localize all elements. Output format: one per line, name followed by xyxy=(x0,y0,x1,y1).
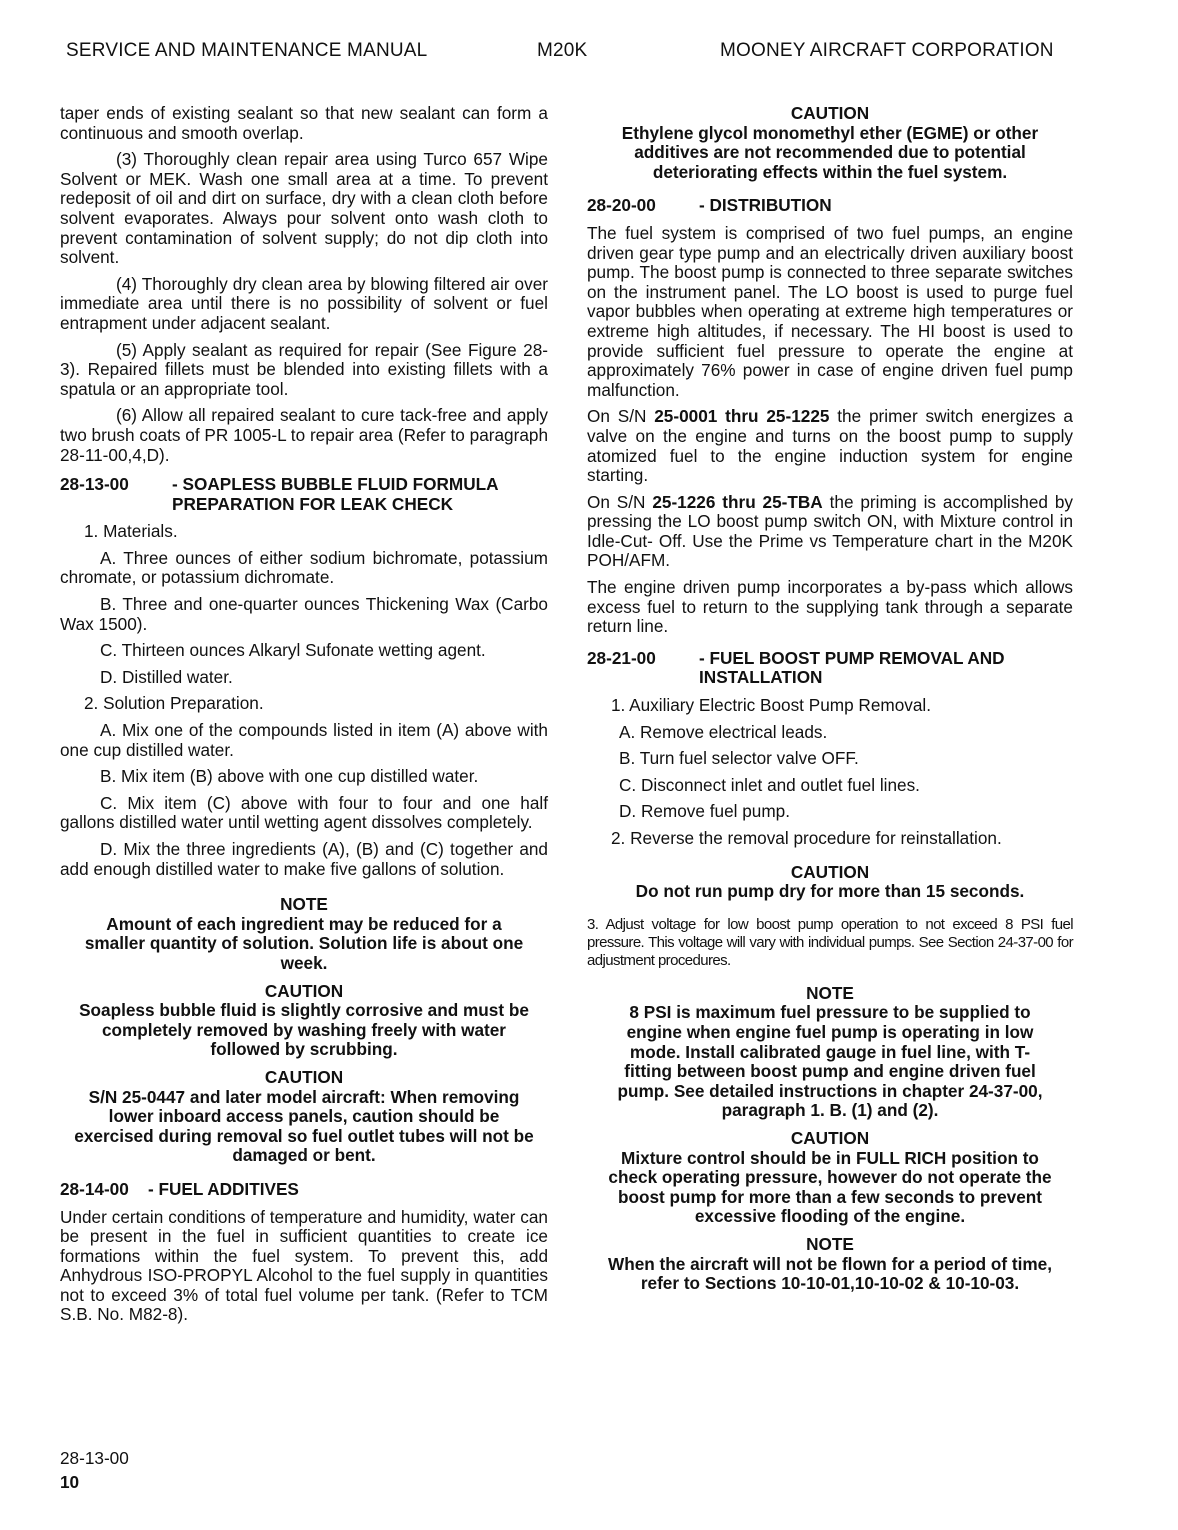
list-item: D. Mix the three ingredients (A), (B) and (C) together and add enough distilled water to make five gallons of solution. xyxy=(60,839,548,879)
section-number: 28-20-00 xyxy=(587,195,656,216)
caution-block xyxy=(587,1129,1073,1227)
list-item: 2. Solution Preparation. xyxy=(84,693,264,714)
caution-text: Ethylene glycol monomethyl ether (EGME) or other additives are not recommended due to potential deteriorating effects within the fuel system. xyxy=(621,122,1039,182)
text: the priming is accomplished by pressing the LO boost pump switch ON, with Mixture control in Idle-Cut- Off. Use the Prime vs Temperature chart in the M20K POH/AFM. xyxy=(587,491,1073,571)
text: On S/N xyxy=(587,491,653,512)
caution-text: Mixture control should be in FULL RICH position to check operating pressure, however do not operate the boost pump for more than a few seconds to prevent excessive flooding of the engine. xyxy=(608,1147,1052,1227)
caution-text: Soapless bubble fluid is slightly corrosive and must be completely removed by washing freely with water followed by scrubbing. xyxy=(79,1000,529,1060)
list-item: 1. Auxiliary Electric Boost Pump Removal. xyxy=(611,695,931,716)
section-heading xyxy=(587,649,1073,688)
page-number: 10 xyxy=(60,1472,80,1492)
note-text: 8 PSI is maximum fuel pressure to be supplied to engine when engine fuel pump is operating in low mode. Install calibrated gauge in fuel line, with T-fitting between boost pump and engine driven fuel pump. See detailed instructions in chapter 24-37-00, paragraph 1. B. (1) and (2). xyxy=(617,1002,1043,1121)
caution-title: CAUTION xyxy=(790,861,870,882)
list-item: 1. Materials. xyxy=(84,521,178,542)
note-text: Amount of each ingredient may be reduced for a smaller quantity of solution. Solution life is about one week. xyxy=(84,913,524,973)
caution-text: Do not run pump dry for more than 15 seconds. xyxy=(635,881,1025,902)
caution-title: CAUTION xyxy=(264,980,344,1001)
list-item: B. Mix item (B) above with one cup distilled water. xyxy=(100,766,479,787)
paragraph: taper ends of existing sealant so that new sealant can form a continuous and smooth overlap. xyxy=(60,103,548,143)
caution-block xyxy=(60,1068,548,1166)
text: the primer switch energizes a valve on the engine and turns on the boost pump to supply atomized fuel to the engine induction system for engine starting. xyxy=(587,406,1073,486)
paragraph: (5) Apply sealant as required for repair (See Figure 28-3). Repaired fillets must be blended into existing fillets with a spatula or an appropriate tool. xyxy=(60,339,548,399)
section-number: 28-14-00 xyxy=(60,1178,129,1199)
list-item: B. Three and one-quarter ounces Thickening Wax (Carbo Wax 1500). xyxy=(60,594,548,634)
note-title: NOTE xyxy=(806,982,854,1003)
header-title: SERVICE AND MAINTENANCE MANUAL xyxy=(66,40,428,61)
note-block xyxy=(587,1235,1073,1294)
note-block xyxy=(587,984,1073,1121)
section-title: - FUEL ADDITIVES xyxy=(148,1178,299,1199)
paragraph: (3) Thoroughly clean repair area using Turco 657 Wipe Solvent or MEK. Wash one small area at a time. To prevent redeposit of oil and dirt on surface, dry with a clean cloth before solvent evaporates. Always pour solvent onto wash cloth to prevent contamination of solvent supply; do not dip cloth into solvent. xyxy=(60,149,548,268)
paragraph: The engine driven pump incorporates a by-pass which allows excess fuel to return to the supplying tank through a separate return line. xyxy=(587,577,1073,637)
section-title: - DISTRIBUTION xyxy=(699,195,832,216)
list-item: 2. Reverse the removal procedure for reinstallation. xyxy=(611,828,1002,848)
header-model: M20K xyxy=(537,40,588,61)
caution-block xyxy=(587,104,1073,182)
paragraph xyxy=(587,493,1073,571)
list-item: A. Three ounces of either sodium bichromate, potassium chromate, or potassium dichromate. xyxy=(60,547,548,588)
footer-section: 28-13-00 xyxy=(60,1448,129,1468)
paragraph: (6) Allow all repaired sealant to cure tack-free and apply two brush coats of PR 1005-L to repair area (Refer to paragraph 28-11-00,4,D). xyxy=(60,405,548,465)
section-number: 28-21-00 xyxy=(587,647,656,668)
list-item: D. Distilled water. xyxy=(100,666,233,687)
caution-title: CAUTION xyxy=(790,103,870,123)
paragraph: Under certain conditions of temperature and humidity, water can be present in the fuel in sufficient quantities to create ice formations within the fuel system. To prevent this, add Anhydrous ISO-PROPYL Alcohol to the fuel supply in quantities not to exceed 3% of total fuel volume per tank. (Refer to TCM S.B. No. M82-8). xyxy=(60,1206,548,1325)
paragraph xyxy=(587,407,1073,485)
section-heading xyxy=(60,475,548,514)
note-text: When the aircraft will not be flown for a period of time, refer to Sections 10-10-01,10-10-02 & 10-10-03. xyxy=(607,1253,1053,1294)
caution-block xyxy=(587,863,1073,902)
text: On S/N xyxy=(587,406,655,427)
note-block xyxy=(60,895,548,973)
list-item: C. Mix item (C) above with four to four and one half gallons distilled water until wetting agent dissolves completely. xyxy=(60,792,548,833)
paragraph: The fuel system is comprised of two fuel pumps, an engine driven gear type pump and an electrically driven auxiliary boost pump. The boost pump is connected to three separate switches on the instrument panel. The LO boost is used to purge fuel vapor bubbles when operating at extreme high temperatures or extreme high altitudes, if necessary. The HI boost is used to provide sufficient fuel pressure to operate the engine at approximately 76% power in case of engine driven fuel pump malfunction. xyxy=(587,222,1073,400)
left-column xyxy=(60,104,548,1332)
caution-title: CAUTION xyxy=(264,1066,344,1087)
section-title: - SOAPLESS BUBBLE FLUID FORMULA PREPARATION FOR LEAK CHECK xyxy=(172,474,498,514)
caution-block xyxy=(60,982,548,1060)
right-column xyxy=(587,104,1073,1302)
serial-range: 25-1226 thru 25-TBA xyxy=(652,491,823,512)
caution-text: S/N 25-0447 and later model aircraft: When removing lower inboard access panels, caution should be exercised during removal so fuel outlet tubes will not be damaged or bent. xyxy=(74,1086,534,1166)
list-item: 3. Adjust voltage for low boost pump operation to not exceed 8 PSI fuel pressure. This voltage will vary with individual pumps. See Section 24-37-00 for adjustment procedures. xyxy=(587,915,1073,969)
list-item: A. Remove electrical leads. xyxy=(619,721,828,742)
list-item: C. Disconnect inlet and outlet fuel lines. xyxy=(619,774,920,795)
section-heading xyxy=(60,1180,548,1200)
serial-range: 25-0001 thru 25-1225 xyxy=(654,406,830,427)
section-heading xyxy=(587,196,1073,216)
section-number: 28-13-00 xyxy=(60,474,129,495)
note-title: NOTE xyxy=(806,1233,854,1254)
list-item: B. Turn fuel selector valve OFF. xyxy=(619,748,859,769)
header-company: MOONEY AIRCRAFT CORPORATION xyxy=(720,40,1054,61)
section-title: - FUEL BOOST PUMP REMOVAL AND INSTALLATION xyxy=(699,647,1005,688)
paragraph: (4) Thoroughly dry clean area by blowing filtered air over immediate area until there is no possibility of solvent or fuel entrapment under adjacent sealant. xyxy=(60,273,548,333)
note-title: NOTE xyxy=(280,894,328,915)
caution-title: CAUTION xyxy=(790,1127,870,1148)
list-item: D. Remove fuel pump. xyxy=(619,801,790,822)
list-item: A. Mix one of the compounds listed in item (A) above with one cup distilled water. xyxy=(60,720,548,760)
list-item: C. Thirteen ounces Alkaryl Sufonate wetting agent. xyxy=(100,640,486,661)
